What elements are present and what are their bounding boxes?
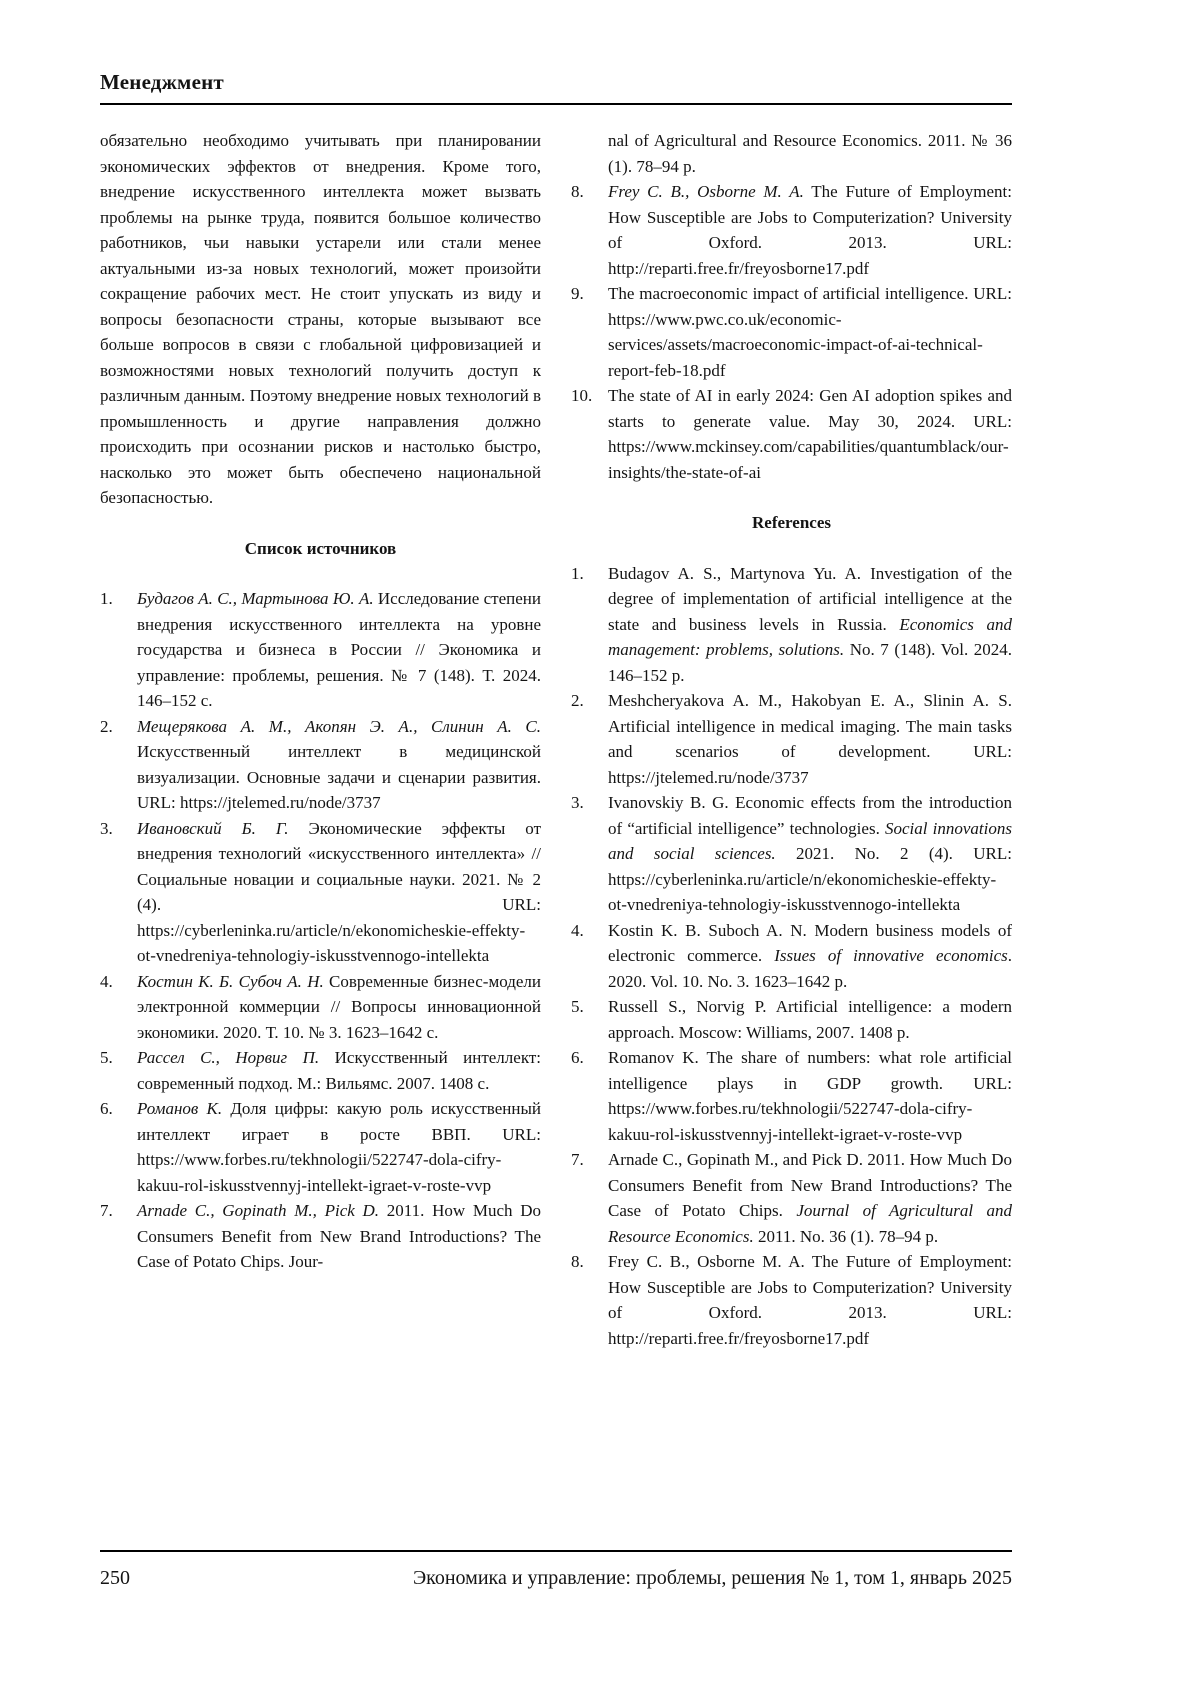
item-number: 6.	[100, 1099, 113, 1118]
source-item	[571, 281, 1012, 383]
item-text	[608, 1249, 1012, 1351]
source-item	[100, 714, 541, 816]
text-segment: Frey C. B., Osborne M. A. The Future of Employment: How Susceptible are Jobs to Computerization? University of Oxford. 2013. URL: http://reparti.free.fr/freyosborne17.pdf	[608, 1252, 1012, 1348]
left-column	[100, 128, 541, 1536]
reference-item	[571, 918, 1012, 995]
page-footer	[100, 1550, 1012, 1590]
text-segment: Ivanovskiy B. G. Economic effects from the introduction of “artificial intelligence” technologies.	[608, 793, 1012, 838]
source-item	[100, 1045, 541, 1096]
italic-segment: Рассел С., Норвиг П.	[137, 1048, 320, 1067]
item-number: 6.	[571, 1048, 584, 1067]
source-item	[100, 586, 541, 714]
text-segment: Romanov K. The share of numbers: what role artificial intelligence plays in GDP growth. URL: https://www.forbes.ru/tekhnologii/522747-dola-cifry-kakuu-rol-iskusstvennyj-intellekt-igraet-v-roste-vvp	[608, 1048, 1012, 1144]
item-number: 3.	[100, 818, 113, 838]
text-segment: No. 7 (148). Vol. 2024. 146–152 p.	[608, 640, 1012, 685]
page-number: 250	[100, 1567, 130, 1589]
reference-item	[571, 1045, 1012, 1147]
text-segment: Современные бизнес-модели электронной коммерции // Вопросы инновационной экономики. 2020. Т. 10. № 3. 1623–1642 с.	[137, 971, 541, 1042]
text-segment: The state of AI in early 2024: Gen AI adoption spikes and starts to generate value. May 30, 2024. URL: https://www.mckinsey.com/capabilities/quantumblack/our-insights/the-state-of-ai	[608, 386, 1012, 482]
reference-item	[571, 688, 1012, 790]
item-text	[608, 790, 1012, 918]
italic-segment: Social innovations and social sciences.	[608, 818, 1012, 863]
references-heading: References	[752, 513, 831, 532]
text-segment: Kostin K. B. Suboch A. N. Modern business models of electronic commerce.	[608, 920, 1012, 965]
text-segment: Russell S., Norvig P. Artificial intelligence: a modern approach. Moscow: Williams, 2007. 1408 p.	[608, 997, 1012, 1042]
italic-segment: Романов К.	[137, 1099, 223, 1118]
text-segment: Budagov A. S., Martynova Yu. A. Investigation of the degree of implementation of artificial intelligence at the state and business levels in Russia.	[608, 563, 1012, 634]
item-number: 1.	[100, 589, 113, 608]
two-column-layout	[100, 128, 1012, 1536]
sources-heading: Список источников	[244, 538, 397, 558]
text-segment: . 2020. Vol. 10. No. 3. 1623–1642 p.	[608, 946, 1012, 991]
reference-item	[571, 561, 1012, 689]
item-number: 3.	[571, 793, 584, 812]
page-content	[100, 0, 1012, 1536]
reference-item	[571, 1147, 1012, 1249]
italic-segment: Journal of Agricultural and Resource Economics.	[608, 1201, 1012, 1246]
text-segment: 2021. No. 2 (4). URL: https://cyberleninka.ru/article/n/ekonomicheskie-effekty-ot-vnedreniya-tehnologiy-iskusstvennogo-intellekta	[608, 844, 1012, 914]
italic-segment: Костин К. Б. Субоч А. Н.	[137, 971, 324, 991]
text-segment: 2011. How Much Do Consumers Benefit from New Brand Introductions? The Case of Potato Chips. Jour-	[137, 1201, 541, 1271]
header-rule	[100, 103, 1012, 105]
item-number: 7.	[100, 1201, 113, 1220]
intro-paragraph: обязательно необходимо учитывать при планировании экономических эффектов от внедрения. Кроме того, внедрение искусственного интеллекта может вызвать проблемы на рынке труда, появится большое количество работников, чьи навыки устарели или стали менее актуальными из-за новых технологий, может произойти сокращение рабочих мест. Не стоит упускать из виду и вопросы безопасности страны, которые вызывают все больше вопросов в связи с глобальной цифровизацией и возможностями новых технологий получить доступ к различным данным. Поэтому внедрение новых технологий в промышленность и другие направления должно происходить при осознании рисков и настолько быстро, насколько это может быть обеспечено национальной безопасностью.	[100, 131, 541, 507]
item-text	[608, 688, 1012, 790]
text-segment: The Future of Employment: How Susceptible are Jobs to Computerization? University of Oxford. 2013. URL: http://reparti.free.fr/freyosborne17.pdf	[608, 182, 1012, 278]
text-segment: The macroeconomic impact of artificial intelligence. URL: https://www.pwc.co.uk/economic-services/assets/macroeconomic-impact-of-ai-technical-report-feb-18.pdf	[608, 284, 1012, 380]
item-text	[137, 1198, 541, 1275]
italic-segment: Будагов А. С., Мартынова Ю. А.	[137, 589, 374, 608]
text-segment: Arnade C., Gopinath M., and Pick D. 2011. How Much Do Consumers Benefit from New Brand Introductions? The Case of Potato Chips.	[608, 1150, 1012, 1220]
sources-list-right	[571, 179, 1012, 485]
references-list	[571, 561, 1012, 1352]
item-text	[137, 586, 541, 714]
item-number: 4.	[571, 920, 584, 940]
sources-list-left	[100, 586, 541, 1275]
text-segment: Meshcheryakova A. M., Hakobyan E. A., Slinin A. S. Artificial intelligence in medical imaging. The main tasks and scenarios of development. URL: https://jtelemed.ru/node/3737	[608, 691, 1012, 787]
item-number: 8.	[571, 182, 584, 201]
text-segment: Искусственный интеллект в медицинской визуализации. Основные задачи и сценарии развития. URL: https://jtelemed.ru/node/3737	[137, 742, 541, 812]
italic-segment: Frey C. B., Osborne M. A.	[608, 182, 804, 201]
source-item	[100, 1096, 541, 1198]
item-text	[137, 1096, 541, 1198]
reference-item	[571, 994, 1012, 1045]
italic-segment: Economics and management: problems, solutions.	[608, 614, 1012, 659]
item-number: 9.	[571, 284, 584, 303]
italic-segment: Issues of innovative economics	[774, 946, 1008, 965]
item-number: 2.	[571, 691, 584, 710]
right-column	[571, 128, 1012, 1536]
item-number: 7.	[571, 1150, 584, 1169]
item-text	[137, 969, 541, 1046]
text-segment: Экономические эффекты от внедрения технологий «искусственного интеллекта» // Социальные новации и социальные науки. 2021. № 2 (4). URL: https://cyberleninka.ru/article/n/ekonomicheskie-effekty-ot-vnedreniya-tehnologiy-iskusstvennogo-intellekta	[137, 818, 542, 965]
source-item	[100, 969, 541, 1046]
source-item-continuation	[571, 128, 1012, 179]
text-segment: Исследование степени внедрения искусственного интеллекта на уровне государства и бизнеса в России // Экономика и управление: проблемы, решения. № 7 (148). Т. 2024. 146–152 с.	[137, 589, 541, 710]
item-text	[137, 816, 541, 969]
item-text	[137, 714, 541, 816]
source-item	[571, 179, 1012, 281]
item-number: 1.	[571, 563, 584, 583]
italic-segment: Ивановский Б. Г.	[137, 818, 289, 838]
item-text	[608, 128, 1012, 179]
source-item	[100, 816, 541, 969]
item-number: 5.	[571, 997, 584, 1016]
text-segment: Доля цифры: какую роль искусственный интеллект играет в росте ВВП. URL: https://www.forbes.ru/tekhnologii/522747-dola-cifry-kakuu-rol-iskusstvennyj-intellekt-igraet-v-roste-vvp	[137, 1099, 541, 1195]
item-number: 8.	[571, 1252, 584, 1271]
item-number: 10.	[571, 386, 593, 405]
item-text	[608, 1045, 1012, 1147]
item-number	[571, 128, 608, 179]
reference-item	[571, 790, 1012, 918]
journal-info: Экономика и управление: проблемы, решения № 1, том 1, январь 2025	[412, 1567, 1012, 1589]
source-item	[571, 383, 1012, 485]
footer-row	[100, 1552, 1012, 1590]
text-segment: 2011. No. 36 (1). 78–94 p.	[753, 1226, 939, 1246]
item-text	[608, 994, 1012, 1045]
item-number: 4.	[100, 971, 113, 991]
text-segment: nal of Agricultural and Resource Economics. 2011. № 36 (1). 78–94 p.	[608, 131, 1012, 176]
item-text	[608, 918, 1012, 995]
item-text	[608, 383, 1012, 485]
item-text	[608, 281, 1012, 383]
source-item	[100, 1198, 541, 1275]
italic-segment: Мещерякова А. М., Акопян Э. А., Слинин А. С.	[137, 716, 541, 736]
text-segment: Искусственный интеллект: современный подход. М.: Вильямс. 2007. 1408 с.	[137, 1048, 542, 1093]
item-text	[608, 179, 1012, 281]
item-text	[608, 1147, 1012, 1249]
item-text	[137, 1045, 541, 1096]
source-item-continued	[571, 128, 1012, 179]
item-text	[608, 561, 1012, 689]
running-head: Менеджмент	[100, 70, 224, 94]
reference-item	[571, 1249, 1012, 1351]
item-number: 5.	[100, 1048, 113, 1067]
italic-segment: Arnade C., Gopinath M., Pick D.	[137, 1201, 380, 1220]
item-number: 2.	[100, 716, 113, 736]
